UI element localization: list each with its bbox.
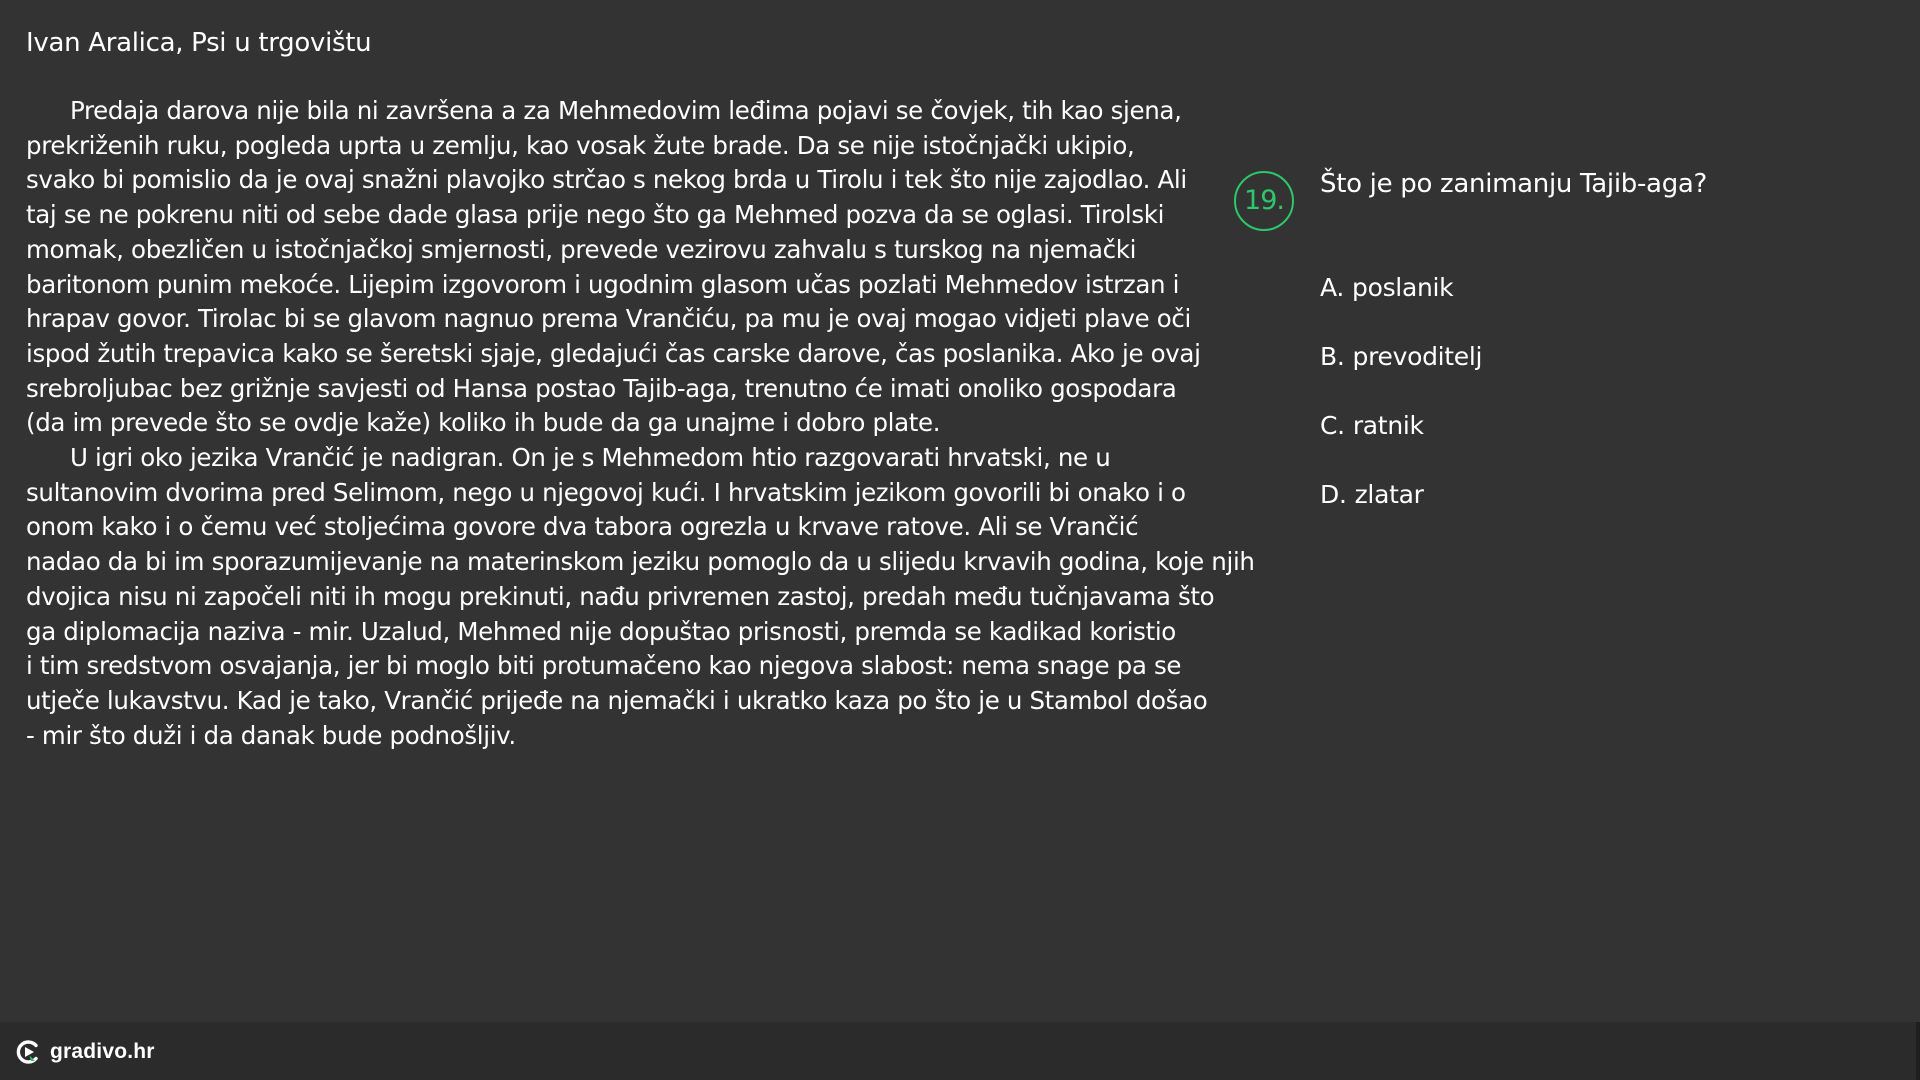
answer-text: prevoditelj xyxy=(1352,342,1483,371)
source-title: Ivan Aralica, Psi u trgovištu xyxy=(26,28,372,58)
passage-line: (da im prevede što se ovdje kaže) koliko ih bude da ga unajme i dobro plate. xyxy=(26,408,941,438)
passage-line: momak, obezličen u istočnjačkoj smjernosti, prevede vezirovu zahvalu s turskog na njemački xyxy=(26,234,1137,264)
passage-line: utječe lukavstvu. Kad je tako, Vrančić prijeđe na njemački i ukratko kaza po što je u Stambol došao xyxy=(26,685,1208,715)
passage-line: prekriženih ruku, pogleda uprta u zemlju, kao vosak žute brade. Da se nije istočnjački ukipio, xyxy=(26,130,1135,160)
answer-letter: C. xyxy=(1320,411,1345,440)
passage-line: ispod žutih trepavica kako se šeretski sjaje, gledajući čas carske darove, čas poslanika. Ako je ovaj xyxy=(26,338,1201,368)
answer-letter: D. xyxy=(1320,480,1347,509)
answer-text: zlatar xyxy=(1354,480,1424,509)
passage-line: svako bi pomislio da je ovaj snažni plavojko strčao s nekog brda u Tirolu i tek što nije zajodlao. Ali xyxy=(26,165,1187,195)
brand-link[interactable] xyxy=(14,1038,155,1066)
answer-option-a[interactable] xyxy=(1320,270,1482,339)
question-text: Što je po zanimanju Tajib-aga? xyxy=(1320,169,1708,199)
question-number-badge: 19. xyxy=(1234,171,1294,231)
passage-line: U igri oko jezika Vrančić je nadigran. On je s Mehmedom htio razgovarati hrvatski, ne u xyxy=(70,443,1111,473)
gradivo-logo-icon xyxy=(14,1038,42,1066)
answer-text: poslanik xyxy=(1352,273,1454,302)
passage-line: i tim sredstvom osvajanja, jer bi moglo biti protumačeno kao njegova slabost: nema snage pa se xyxy=(26,651,1182,681)
passage-line: - mir što duži i da danak bude podnošljiv. xyxy=(26,720,516,750)
passage-line: hrapav govor. Tirolac bi se glavom nagnuo prema Vrančiću, pa mu je ovaj mogao vidjeti plave oči xyxy=(26,304,1191,334)
answer-options xyxy=(1320,270,1482,546)
passage-line: baritonom punim mekoće. Lijepim izgovorom i ugodnim glasom učas pozlati Mehmedov istrzan i xyxy=(26,269,1180,299)
footer-bar xyxy=(0,1022,1920,1080)
passage-line: ga diplomacija naziva - mir. Uzalud, Mehmed nije dopuštao prisnosti, premda se kadikad koristio xyxy=(26,616,1176,646)
answer-option-b[interactable] xyxy=(1320,339,1482,408)
passage-line: sultanovim dvorima pred Selimom, nego u njegovoj kući. I hrvatskim jezikom govorili bi onako i o xyxy=(26,477,1186,507)
reading-passage xyxy=(26,94,1255,753)
passage-line: Predaja darova nije bila ni završena a za Mehmedovim leđima pojavi se čovjek, tih kao sjena, xyxy=(70,96,1182,125)
passage-line: srebroljubac bez grižnje savjesti od Hansa postao Tajib-aga, trenutno će imati onoliko gospodara xyxy=(26,373,1177,403)
brand-name: gradivo.hr xyxy=(50,1040,155,1063)
passage-line: dvojica nisu ni započeli niti ih mogu prekinuti, nađu privremen zastoj, predah među tučnjavama što xyxy=(26,581,1215,611)
answer-text: ratnik xyxy=(1352,411,1424,440)
answer-letter: B. xyxy=(1320,342,1345,371)
passage-line: nadao da bi im sporazumijevanje na materinskom jeziku pomoglo da u slijedu krvavih godina, koje njih xyxy=(26,547,1255,577)
passage-line: onom kako i o čemu već stoljećima govore dva tabora ogrezla u krvave ratove. Ali se Vrančić xyxy=(26,512,1139,542)
answer-option-c[interactable] xyxy=(1320,408,1482,477)
answer-option-d[interactable] xyxy=(1320,477,1482,546)
answer-letter: A. xyxy=(1320,273,1345,302)
passage-line: taj se ne pokrenu niti od sebe dade glasa prije nego što ga Mehmed pozva da se oglasi. Tirolski xyxy=(26,200,1165,230)
